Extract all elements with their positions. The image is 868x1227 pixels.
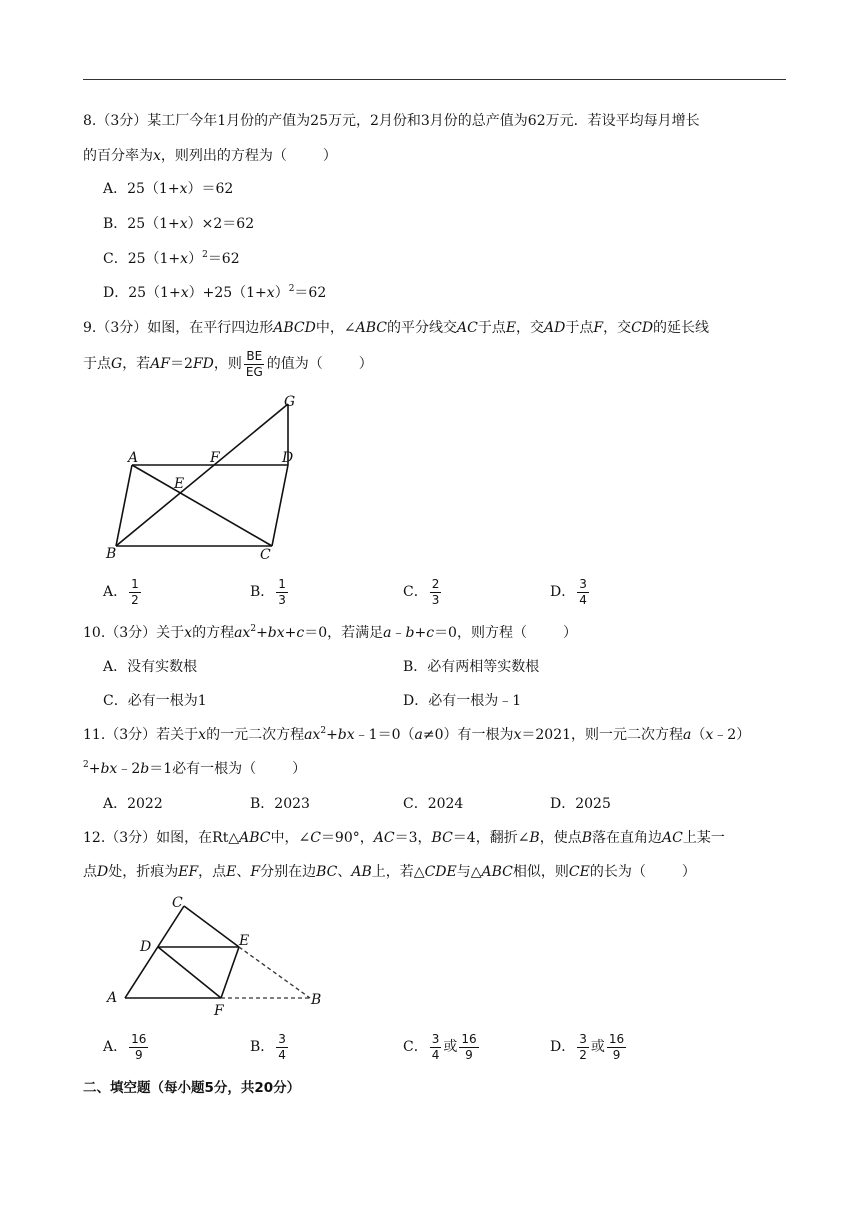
q9-option-a[interactable]: A． $\frac{1}{2}$ [103, 576, 139, 607]
q12-stem-line1: 12.（3分）如图，在Rt△ABC中，∠C＝90°，AC＝3，BC＝4，翻折∠B，使点B落在直角边AC上某一 [83, 830, 725, 846]
q10-option-b[interactable]: B．必有两相等实数根 [403, 659, 540, 675]
q9-label-f: F [210, 450, 220, 466]
q12-label-c: C [172, 895, 183, 911]
q11-option-a[interactable]: A．2022 [103, 796, 163, 812]
q10-stem: 10.（3分）关于x的方程$ax^2+bx+c=0$，若满足a﹣b+c＝0，则方程（ ） [83, 624, 577, 641]
q12-label-e: E [239, 933, 250, 949]
q12-stem-line2: 点D处，折痕为EF，点E、F分别在边BC、AB上，若△CDE与△ABC相似，则CE的长为（ ） [83, 864, 696, 880]
q10-option-a[interactable]: A．没有实数根 [103, 659, 198, 675]
q9-label-c: C [260, 547, 271, 563]
q12-label-f: F [214, 1003, 224, 1019]
q11-stem-line1: 11.（3分）若关于x的一元二次方程$ax^2+bx﹣1=0(a\ne 0)$有一根为x＝2021，则一元二次方程a（x﹣2） [83, 726, 751, 743]
q9-stem-line2: 于点G，若AF＝2FD，则 $\frac{BE}{EG}$ 的值为（ ） [83, 348, 373, 379]
q11-stem-line2: $^2$+bx﹣2b＝1必有一根为（ ） [83, 760, 307, 777]
q11-option-b[interactable]: B．2023 [250, 796, 310, 812]
q8-option-d[interactable]: D．$25(1+x)+25(1+x)^2=62$ [103, 284, 327, 301]
q9-label-b: B [106, 546, 117, 562]
q9-option-c[interactable]: C． $\frac{2}{3}$ [403, 576, 440, 607]
q12-label-d: D [140, 939, 152, 955]
q12-option-c[interactable]: C． $\frac{3}{4}$ 或 $\frac{16}{9}$ [403, 1031, 477, 1062]
q9-label-a: A [128, 450, 139, 466]
q12-option-a[interactable]: A． $\frac{16}{9}$ [103, 1031, 147, 1062]
q9-label-g: G [284, 394, 296, 410]
q9-option-b[interactable]: B． $\frac{1}{3}$ [250, 576, 286, 607]
header-rule [83, 79, 786, 80]
q8-option-c[interactable]: C．$25(1+x)^2=62$ [103, 250, 240, 267]
q12-label-a: A [107, 990, 118, 1006]
q11-option-c[interactable]: C．2024 [403, 796, 464, 812]
q12-triangle-figure [100, 890, 330, 1020]
q9-ratio-fraction: $\frac{BE}{EG}$ [245, 348, 263, 379]
q12-option-b[interactable]: B． $\frac{3}{4}$ [250, 1031, 286, 1062]
q8-stem-line2: 的百分率为x，则列出的方程为（ ） [83, 148, 337, 164]
q9-label-d: D [282, 450, 294, 466]
q9-option-d[interactable]: D． $\frac{3}{4}$ [550, 576, 587, 607]
q9-parallelogram-figure [100, 388, 310, 563]
q8-stem-line1: 8.（3分）某工厂今年1月份的产值为25万元，2月份和3月份的总产值为62万元．若设平均每月增长 [83, 113, 700, 129]
q8-option-a[interactable]: A．25（1+x）＝62 [103, 181, 234, 197]
q9-label-e: E [174, 476, 185, 492]
section-heading-fill-in: 二、填空题（每小题5分，共20分） [83, 1080, 301, 1096]
q10-option-c[interactable]: C．必有一根为1 [103, 693, 207, 709]
q9-stem-line1: 9.（3分）如图，在平行四边形ABCD中，∠ABC的平分线交AC于点E，交AD于点F，交CD的延长线 [83, 320, 710, 336]
q10-option-d[interactable]: D．必有一根为﹣1 [403, 693, 522, 709]
q12-label-b: B [311, 992, 322, 1008]
q8-option-b[interactable]: B．25（1+x）×2＝62 [103, 216, 255, 232]
q11-option-d[interactable]: D．2025 [550, 796, 611, 812]
q12-option-d[interactable]: D． $\frac{3}{2}$ 或 $\frac{16}{9}$ [550, 1031, 625, 1062]
